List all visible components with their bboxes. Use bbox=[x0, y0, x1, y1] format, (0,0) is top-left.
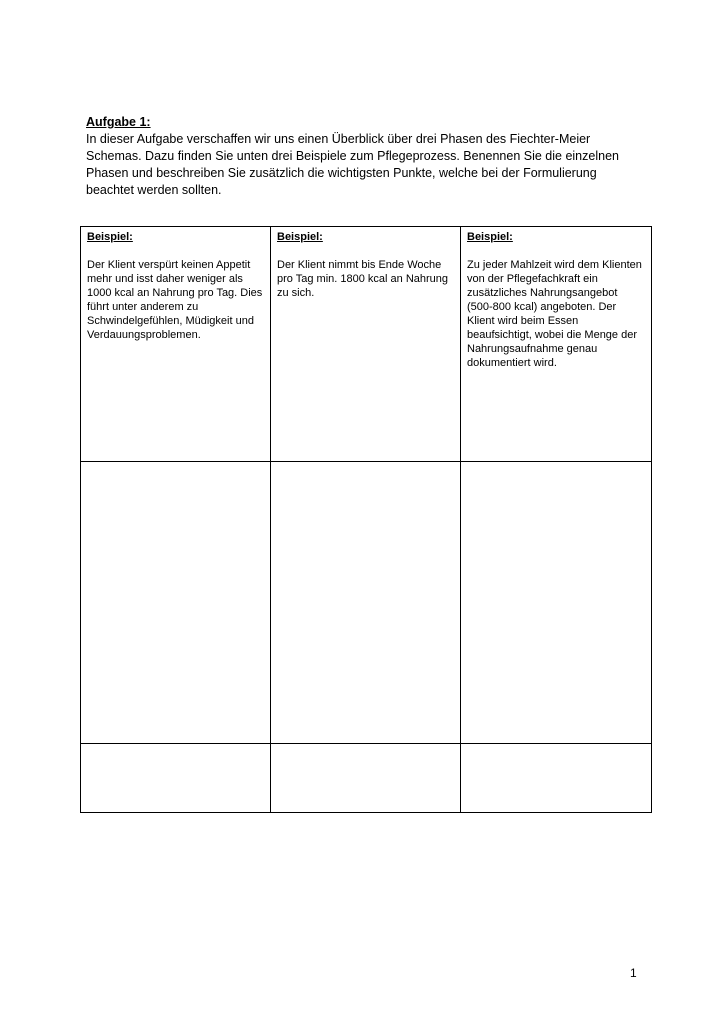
page-number: 1 bbox=[630, 966, 637, 980]
example-text-2: Der Klient nimmt bis Ende Woche pro Tag min. 1800 kcal an Nahrung zu sich. bbox=[277, 259, 449, 299]
example-heading-3: Beispiel: bbox=[467, 231, 513, 243]
example-cell-2 bbox=[271, 227, 461, 462]
answer-cell-phase-2[interactable] bbox=[271, 462, 461, 744]
answer-cell-points-2[interactable] bbox=[271, 744, 461, 813]
answer-cell-points-1[interactable] bbox=[81, 744, 271, 813]
example-heading-1: Beispiel: bbox=[87, 231, 133, 243]
task-instructions: In dieser Aufgabe verschaffen wir uns einen Überblick über drei Phasen des Fiechter-Meier Schemas. Dazu finden Sie unten drei Beispiele zum Pflegeprozess. Benennen Sie die einzelnen Phasen und beschreiben Sie zusätzlich die wichtigsten Punkte, welche bei der Formulierung beachtet werden sollten. bbox=[86, 132, 619, 197]
task-title: Aufgabe 1: bbox=[86, 115, 151, 129]
example-cell-3 bbox=[461, 227, 652, 462]
answer-row-phase bbox=[81, 462, 652, 744]
example-text-3: Zu jeder Mahlzeit wird dem Klienten von der Pflegefachkraft ein zusätzliches Nahrungsangebot (500-800 kcal) angeboten. Der Klient wird beim Essen beaufsichtigt, wobei die Menge der Nahrungsaufnahme genau dokumentiert wird. bbox=[467, 259, 642, 369]
answer-cell-phase-3[interactable] bbox=[461, 462, 652, 744]
worksheet-table bbox=[80, 226, 652, 813]
answer-row-points bbox=[81, 744, 652, 813]
examples-row bbox=[81, 227, 652, 462]
answer-cell-points-3[interactable] bbox=[461, 744, 652, 813]
example-text-1: Der Klient verspürt keinen Appetit mehr und isst daher weniger als 1000 kcal an Nahrung pro Tag. Dies führt unter anderem zu Schwindelgefühlen, Müdigkeit und Verdauungsproblemen. bbox=[87, 259, 263, 341]
task-block bbox=[86, 114, 646, 199]
answer-cell-phase-1[interactable] bbox=[81, 462, 271, 744]
example-heading-2: Beispiel: bbox=[277, 231, 323, 243]
example-cell-1 bbox=[81, 227, 271, 462]
